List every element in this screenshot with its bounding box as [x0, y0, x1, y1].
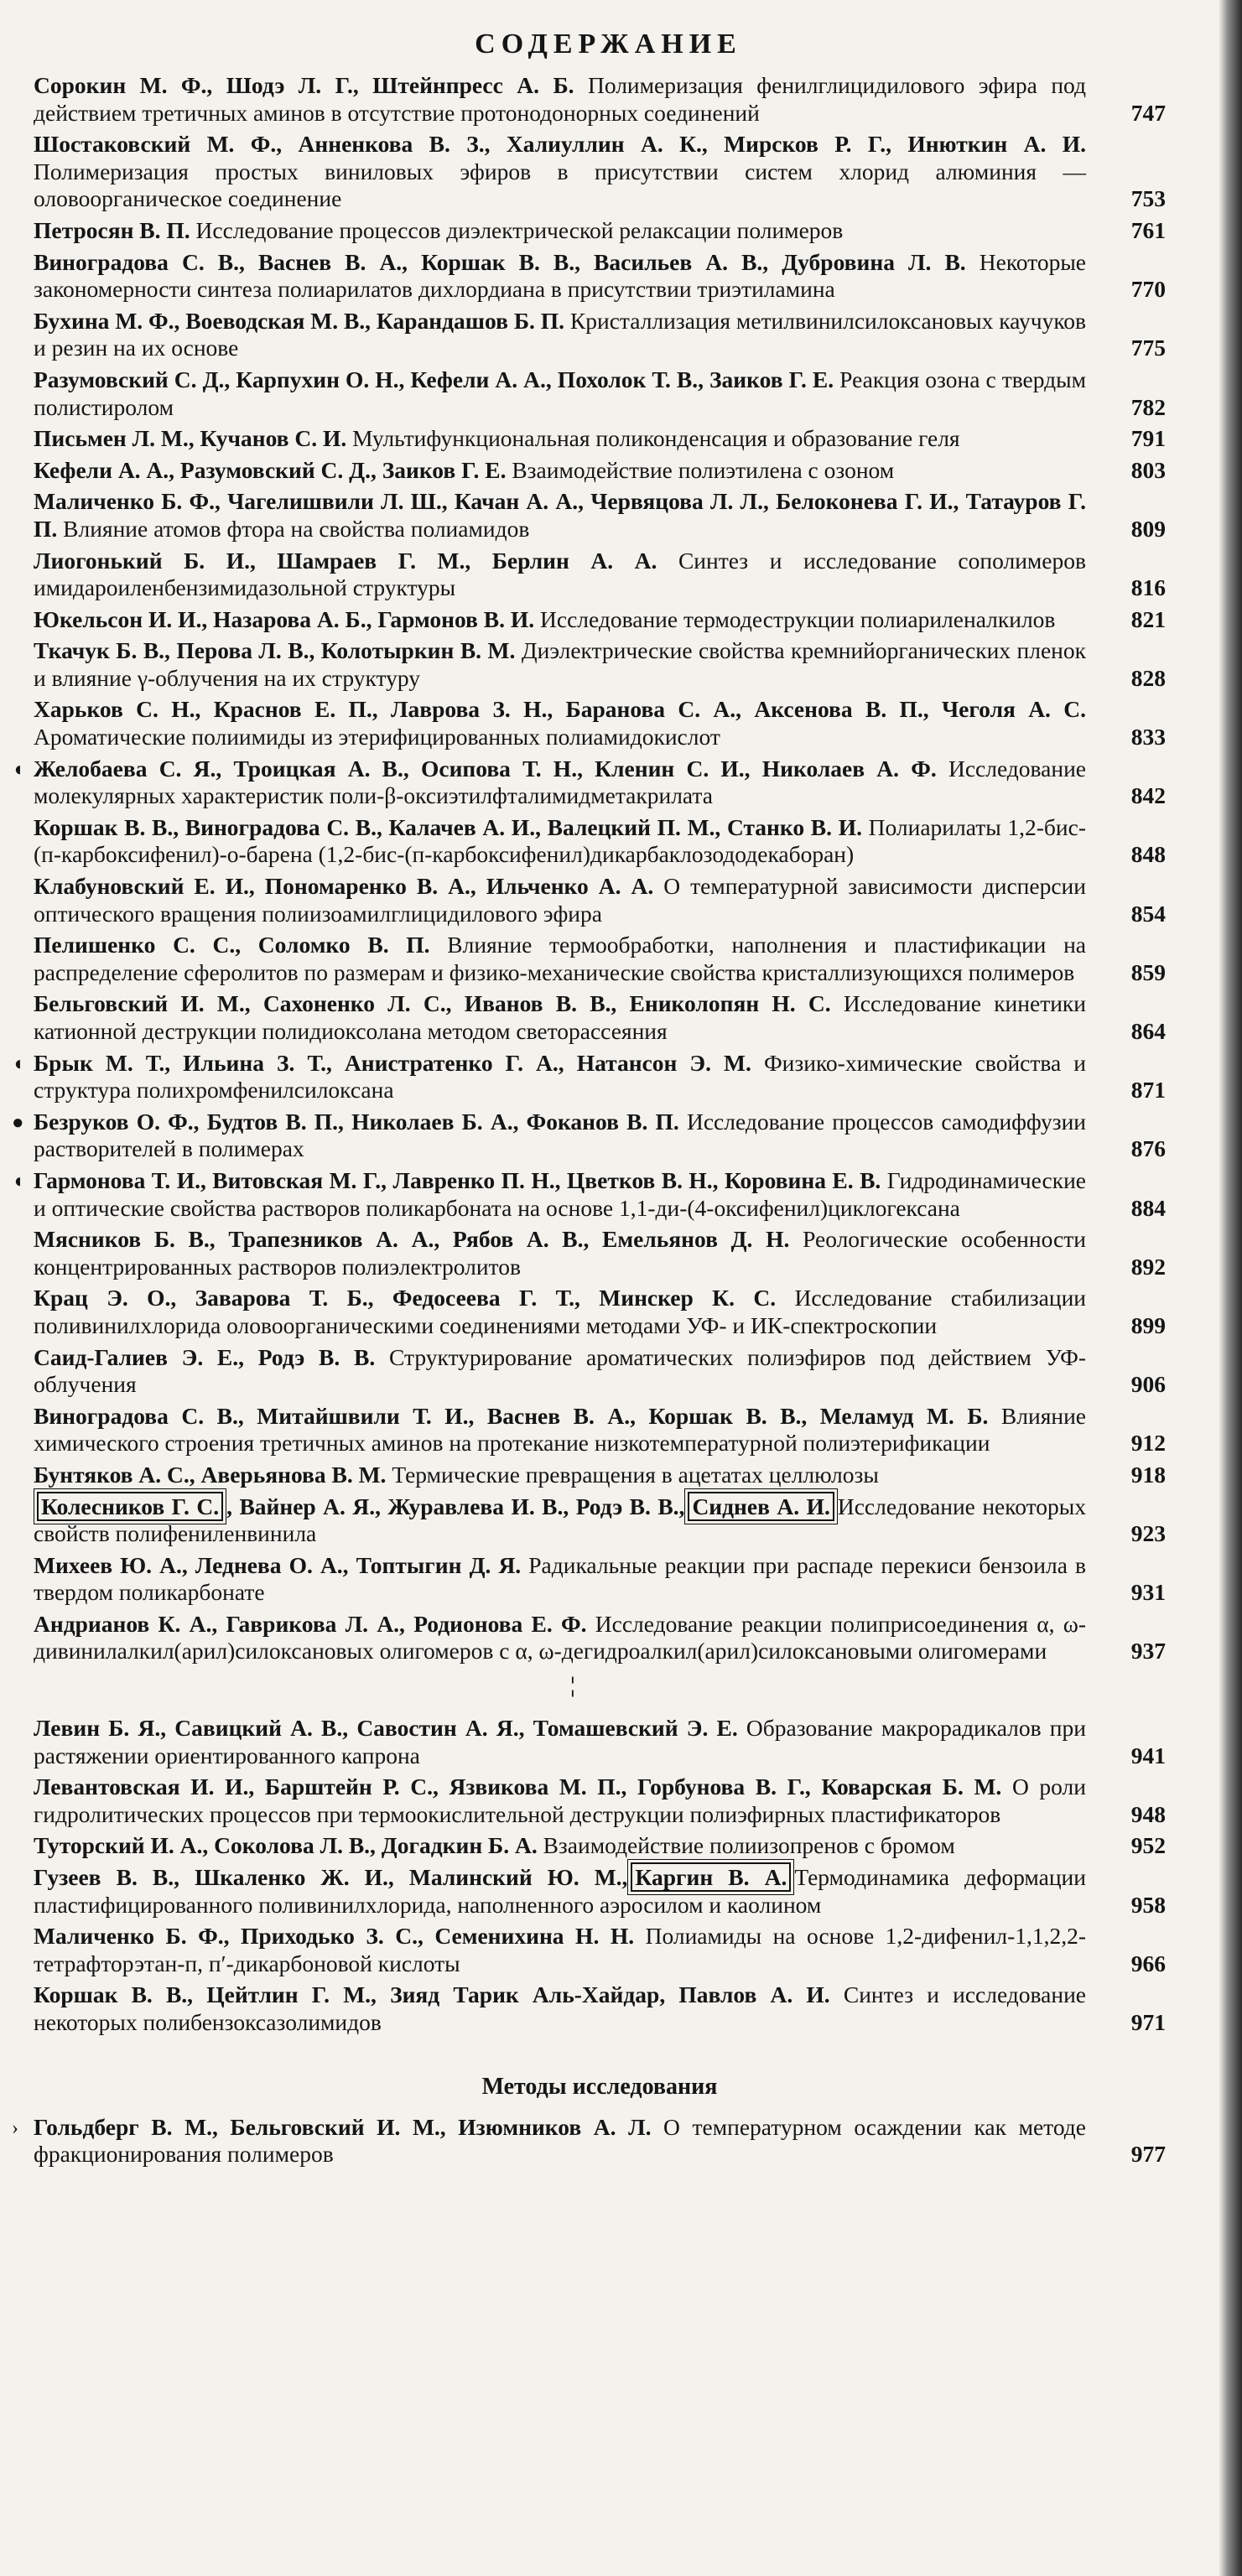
entry-authors: Разумовский С. Д., Карпухин О. Н., Кефели А. А., Похолок Т. В., Заиков Г. Е. — [34, 366, 834, 392]
toc-entry — [34, 1864, 1166, 1919]
entry-authors: Андрианов К. А., Гаврикова Л. А., Родионова Е. Ф. — [34, 1610, 587, 1637]
entry-title: Взаимодействие полиэтилена с озоном — [512, 456, 895, 483]
toc-entry — [34, 1462, 1166, 1489]
toc-entry — [34, 72, 1166, 127]
entry-text — [34, 2114, 1086, 2168]
entry-text — [34, 1226, 1086, 1280]
entry-authors: Левин Б. Я., Савицкий А. В., Савостин А. Я., Томашевский Э. Е. — [34, 1715, 738, 1742]
toc-entry — [12, 755, 1166, 810]
entry-text — [34, 1403, 1086, 1457]
toc-entry — [34, 1981, 1166, 2036]
entry-page: 966 — [1130, 1950, 1166, 1976]
entry-page: 761 — [1130, 216, 1166, 243]
entry-page: 782 — [1130, 393, 1166, 420]
toc-entry — [34, 696, 1166, 750]
entry-title: Образование макрорадикалов при растяжении ориентированного капрона — [34, 1715, 1086, 1768]
entry-title: Исследование некоторых свойств полифениленвинила — [34, 1493, 1086, 1547]
entry-authors: Маличенко Б. Ф., Приходько З. С., Семенихина Н. Н. — [34, 1923, 635, 1950]
entry-title: Полиамиды на основе 1,2-дифенил-1,1,2,2-тетрафторэтан-п, п′-дикарбоновой кислоты — [34, 1923, 1087, 1976]
entry-text — [34, 756, 1086, 810]
entry-page: 871 — [1130, 1077, 1166, 1104]
book-spine-shadow — [1219, 0, 1242, 2576]
entry-title: Мультифункциональная поликонденсация и образование геля — [352, 425, 960, 452]
entry-title: Исследование реакции полиприсоединения α, ω-дивинилалкил(арил)силоксановых олигомеров с α, ω-дегидроалкил(арил)силоксановыми олигомерами — [34, 1610, 1086, 1665]
entry-authors: Крац Э. О., Заварова Т. Б., Федосеева Г. Т., Минскер К. С. — [34, 1285, 777, 1311]
entry-title: Синтез и исследование сополимеров имидароиленбензимидазольной структуры — [34, 547, 1086, 601]
entry-text — [34, 249, 1086, 304]
toc-entry — [34, 1226, 1166, 1280]
toc-entry — [34, 457, 1166, 485]
toc-entry — [34, 1715, 1166, 1769]
entry-authors: Письмен Л. М., Кучанов С. И. — [34, 425, 347, 452]
entry-page: 892 — [1130, 1253, 1166, 1280]
entry-authors: Шостаковский М. Ф., Анненкова В. З., Халиуллин А. К., Мирсков Р. Г., Инюткин А. И. — [34, 131, 1086, 158]
entry-page: 821 — [1130, 605, 1166, 632]
entry-authors: Ткачук Б. В., Перова Л. В., Колотыркин В. М. — [34, 637, 516, 664]
entry-page: 941 — [1130, 1742, 1166, 1768]
entry-text — [34, 932, 1086, 986]
toc-entry — [34, 217, 1166, 245]
entry-text — [34, 366, 1086, 421]
contents-list — [12, 72, 1166, 2037]
entry-page: 923 — [1130, 1520, 1166, 1547]
entry-page: 833 — [1130, 724, 1166, 750]
toc-entry — [34, 1611, 1166, 1665]
entry-title: О температурной зависимости дисперсии оптического вращения полиизоамилглицидилового эфира — [34, 873, 1086, 927]
entry-text — [34, 873, 1086, 927]
entry-authors: , Вайнер А. Я., Журавлева И. В., Родэ В. В., — [226, 1493, 685, 1519]
entry-title: Некоторые закономерности синтеза полиарилатов дихлордиана в присутствии триэтиламина — [34, 248, 1087, 303]
entry-text — [34, 1285, 1086, 1339]
entry-text — [34, 1923, 1086, 1977]
entry-page: 848 — [1130, 841, 1166, 868]
toc-entry — [34, 1285, 1166, 1339]
toc-entry — [34, 814, 1166, 869]
entry-text — [34, 1109, 1086, 1163]
toc-entry — [34, 932, 1166, 986]
entry-text — [34, 1050, 1086, 1104]
entry-title: Структурирование ароматических полиэфиров под действием УФ-облучения — [34, 1343, 1087, 1398]
entry-page: 952 — [1130, 1832, 1166, 1859]
entry-page: 948 — [1130, 1800, 1166, 1827]
entry-authors: Мясников Б. В., Трапезников А. А., Рябов А. В., Емельянов Д. Н. — [34, 1226, 790, 1253]
entry-page: 753 — [1130, 185, 1166, 212]
entry-page: 791 — [1130, 425, 1166, 452]
toc-entry — [34, 606, 1166, 634]
entry-authors: Гольдберг В. М., Бельговский И. М., Изюмников А. Л. — [34, 2113, 652, 2140]
entry-authors: Виноградова С. В., Митайшвили Т. И., Васнев В. А., Коршак В. В., Меламуд М. Б. — [34, 1402, 989, 1429]
entry-text — [34, 131, 1086, 213]
entry-authors: Коршак В. В., Виноградова С. В., Калачев А. И., Валецкий П. М., Станко В. И. — [34, 813, 862, 840]
entry-page: 977 — [1130, 2141, 1166, 2168]
entry-authors: Левантовская И. И., Барштейн Р. С., Язвикова М. П., Горбунова В. Г., Коварская Б. М. — [34, 1774, 1002, 1800]
entry-title: Гидродинамические и оптические свойства растворов поликарбоната на основе 1,1-ди-(4-оксифенил)циклогексана — [34, 1166, 1086, 1221]
entry-title: Исследование стабилизации поливинилхлорида оловоорганическими соединениями методами УФ- и ИК-спектроскопии — [34, 1285, 1086, 1338]
entry-text — [34, 990, 1086, 1045]
entry-title: Термодинамика деформации пластифицированного поливинилхлорида, наполненного аэросилом и каолином — [34, 1864, 1086, 1918]
contents-list-methods — [12, 2113, 1166, 2168]
entry-title: Ароматические полиимиды из этерифицированных полиамидокислот — [34, 724, 720, 750]
entry-authors: Михеев Ю. А., Леднева О. А., Топтыгин Д. Я. — [34, 1551, 522, 1578]
entry-page: 912 — [1130, 1430, 1166, 1457]
entry-authors: Гузеев В. В., Шкаленко Ж. И., Малинский Ю. М., — [34, 1864, 628, 1891]
entry-authors: Коршак В. В., Цейтлин Г. М., Зияд Тарик Аль-Хайдар, Павлов А. И. — [34, 1981, 830, 2008]
entry-title: Влияние химического строения третичных аминов на протекание низкотемпературной полиэтерификации — [34, 1402, 1086, 1457]
toc-entry — [34, 1344, 1166, 1399]
entry-text — [34, 548, 1086, 602]
margin-mark: ◖ — [12, 1170, 24, 1192]
entry-text — [34, 217, 1086, 245]
entry-page: 937 — [1130, 1638, 1166, 1665]
entry-text — [34, 696, 1086, 750]
entry-authors: Безруков О. Ф., Будтов В. П., Николаев Б. А., Фоканов В. П. — [34, 1108, 679, 1135]
toc-entry — [34, 637, 1166, 692]
toc-entry — [34, 990, 1166, 1045]
margin-mark: ◖ — [12, 1052, 24, 1075]
entry-page: 918 — [1130, 1461, 1166, 1488]
toc-entry — [34, 1832, 1166, 1860]
boxed-author: Колесников Г. С. — [37, 1492, 223, 1521]
entry-authors: Виноградова С. В., Васнев В. А., Коршак В. В., Васильев А. В., Дубровина Л. В. — [34, 248, 966, 275]
entry-title: Полимеризация простых виниловых эфиров в присутствии систем хлорид алюминия — оловоорганическое соединение — [34, 158, 1086, 212]
entry-text — [34, 72, 1086, 127]
entry-title: О роли гидролитических процессов при термоокислительной деструкции полиэфирных пластификаторов — [34, 1774, 1086, 1827]
margin-mark: ◖ — [12, 758, 24, 781]
entry-title: Влияние атомов фтора на свойства полиамидов — [63, 515, 530, 542]
entry-title: Исследование процессов диэлектрической релаксации полимеров — [195, 216, 844, 243]
entry-authors: Гармонова Т. И., Витовская М. Г., Лавренко П. Н., Цветков В. Н., Коровина Е. В. — [34, 1166, 881, 1193]
entry-text — [34, 1493, 1086, 1548]
toc-entry — [34, 131, 1166, 213]
entry-title: Исследование кинетики катионной деструкции полидиоксолана методом светорассеяния — [34, 990, 1087, 1044]
entry-title: Реологические особенности концентрированных растворов полиэлектролитов — [34, 1226, 1086, 1280]
toc-entry — [12, 2113, 1166, 2168]
entry-page: 864 — [1130, 1018, 1166, 1044]
entry-authors: Бухина М. Ф., Воеводская М. В., Карандашов Б. П. — [34, 307, 565, 334]
entry-authors: Сорокин М. Ф., Шодэ Л. Г., Штейнпресс А. Б. — [34, 72, 574, 98]
toc-entry — [34, 1774, 1166, 1828]
entry-page: 842 — [1130, 782, 1166, 809]
entry-page: 859 — [1130, 958, 1166, 985]
toc-entry — [34, 1403, 1166, 1457]
entry-page: 747 — [1130, 99, 1166, 126]
entry-text — [34, 1864, 1086, 1919]
entry-page: 899 — [1130, 1311, 1166, 1338]
entry-authors: Пелишенко С. С., Соломко В. П. — [34, 932, 430, 958]
entry-authors: Петросян В. П. — [34, 216, 190, 243]
toc-entry — [34, 1493, 1166, 1548]
entry-title: Радикальные реакции при распаде перекиси бензоила в твердом поликарбонате — [34, 1551, 1086, 1606]
entry-authors: Юкельсон И. И., Назарова А. Б., Гармонов В. И. — [34, 605, 535, 632]
entry-page: 906 — [1130, 1371, 1166, 1398]
entry-authors: Желобаева С. Я., Троицкая А. В., Осипова Т. Н., Кленин С. И., Николаев А. Ф. — [34, 755, 937, 782]
margin-mark: › — [12, 2116, 18, 2139]
toc-entry — [34, 249, 1166, 304]
entry-authors: Саид-Галиев Э. Е., Родэ В. В. — [34, 1343, 376, 1370]
entry-title: Влияние термообработки, наполнения и пластификации на распределение сферолитов по размерам и физико-механические свойства кристаллизующихся полимеров — [34, 932, 1087, 985]
entry-text — [34, 457, 1086, 485]
section-heading: Методы исследования — [481, 2073, 718, 2100]
entry-text — [34, 1462, 1086, 1489]
toc-entry — [34, 488, 1166, 543]
entry-authors: Лиогонький Б. И., Шамраев Г. М., Берлин А. А. — [34, 547, 657, 574]
entry-text — [34, 814, 1086, 869]
entry-title: Исследование молекулярных характеристик поли-β-оксиэтилфталимидметакрилата — [34, 755, 1087, 809]
entry-text — [34, 488, 1086, 543]
toc-entry — [34, 308, 1166, 362]
entry-text — [34, 425, 1086, 453]
boxed-author: Каргин В. А. — [631, 1862, 791, 1892]
entry-page: 931 — [1130, 1579, 1166, 1606]
entry-title: Полимеризация фенилглицидилового эфира под действием третичных аминов в отсутствие протонодонорных соединений — [34, 72, 1086, 126]
entry-text — [34, 1611, 1086, 1665]
entry-title: Взаимодействие полиизопренов с бромом — [543, 1832, 955, 1859]
entry-text — [34, 1774, 1086, 1828]
page-title: СОДЕРЖАНИЕ — [475, 29, 742, 60]
entry-text — [34, 1344, 1086, 1399]
entry-page: 971 — [1130, 2009, 1166, 2035]
toc-entry — [34, 873, 1166, 927]
entry-title: Исследование процессов самодиффузии растворителей в полимерах — [34, 1108, 1087, 1162]
entry-title: Реакция озона с твердым полистиролом — [34, 366, 1086, 420]
entry-title: Диэлектрические свойства кремнийорганических пленок и влияние γ-облучения на их структуру — [34, 637, 1086, 691]
entry-authors: Клабуновский Е. И., Пономаренко В. А., Ильченко А. А. — [34, 873, 654, 900]
entry-authors: Маличенко Б. Ф., Чагелишвили Л. Ш., Качан А. А., Червяцова Л. Л., Белоконева Г. И., Татауров Г. П. — [34, 488, 1086, 542]
entry-text — [34, 308, 1086, 362]
entry-title: О температурном осаждении как методе фракционирования полимеров — [34, 2113, 1086, 2168]
entry-text — [34, 1832, 1086, 1860]
entry-page: 775 — [1130, 335, 1166, 361]
entry-title: Физико-химические свойства и структура полихромфенилсилоксана — [34, 1049, 1086, 1104]
entry-title: Термические превращения в ацетатах целлюлозы — [392, 1461, 879, 1488]
entry-page: 884 — [1130, 1194, 1166, 1221]
entry-authors: Туторский И. А., Соколова Л. В., Догадкин Б. А. — [34, 1832, 538, 1859]
entry-text — [34, 637, 1086, 692]
entry-title: Кристаллизация метилвинилсилоксановых каучуков и резин на их основе — [34, 307, 1087, 361]
entry-authors: Бунтяков А. С., Аверьянова В. М. — [34, 1461, 387, 1488]
entry-title: Исследование термодеструкции полиариленалкилов — [540, 605, 1056, 632]
entry-page: 854 — [1130, 900, 1166, 927]
entry-title: Полиарилаты 1,2-бис-(п-карбоксифенил)-о-барена (1,2-бис-(п-карбоксифенил)дикарбаклозододекаборан) — [34, 813, 1087, 868]
entry-text — [34, 1167, 1086, 1222]
toc-entry — [12, 1049, 1166, 1104]
entry-page: 958 — [1130, 1891, 1166, 1918]
entry-page: 809 — [1130, 515, 1166, 542]
entry-page: 770 — [1130, 276, 1166, 303]
toc-entry — [34, 1923, 1166, 1977]
page-gap — [34, 1670, 1166, 1715]
entry-text — [34, 1552, 1086, 1607]
boxed-author: Сиднев А. И. — [688, 1492, 834, 1521]
toc-entry — [34, 425, 1166, 453]
margin-mark: ● — [12, 1111, 24, 1134]
entry-text — [34, 1715, 1086, 1769]
toc-entry — [34, 1552, 1166, 1607]
entry-text — [34, 606, 1086, 634]
entry-authors: Бельговский И. М., Сахоненко Л. С., Иванов В. В., Ениколопян Н. С. — [34, 990, 831, 1017]
ink-mark: ¦ — [570, 1673, 575, 1698]
entry-page: 803 — [1130, 456, 1166, 483]
toc-entry — [12, 1166, 1166, 1222]
entry-page: 828 — [1130, 664, 1166, 691]
entry-page: 816 — [1130, 574, 1166, 601]
entry-authors: Кефели А. А., Разумовский С. Д., Заиков Г. Е. — [34, 456, 507, 483]
entry-text — [34, 1981, 1086, 2036]
entry-authors: Брык М. Т., Ильина З. Т., Анистратенко Г. А., Натансон Э. М. — [34, 1049, 751, 1076]
entry-authors: Харьков С. Н., Краснов Е. П., Лаврова З. Н., Баранова С. А., Аксенова В. П., Чеголя А. С. — [34, 696, 1086, 723]
entry-page: 876 — [1130, 1135, 1166, 1162]
toc-entry — [34, 366, 1166, 421]
entry-title: Синтез и исследование некоторых полибензоксазолимидов — [34, 1981, 1087, 2035]
toc-entry — [34, 548, 1166, 602]
toc-entry — [12, 1108, 1166, 1163]
